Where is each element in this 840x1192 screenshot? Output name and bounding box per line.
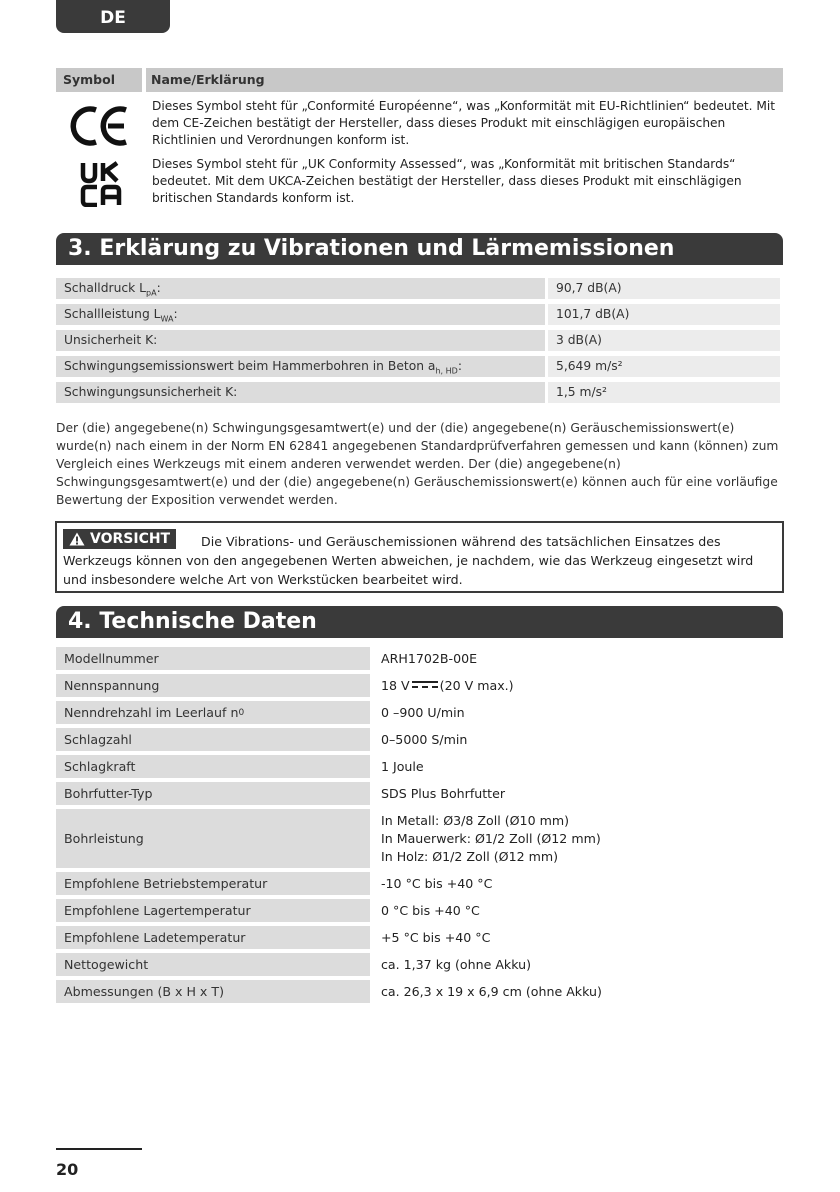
- vibration-label: Schwingungsunsicherheit K:: [56, 382, 545, 403]
- tech-value: ca. 26,3 x 19 x 6,9 cm (ohne Akku): [373, 980, 780, 1003]
- tech-row: [56, 809, 783, 868]
- tech-value: 0 °C bis +40 °C: [373, 899, 780, 922]
- vibration-value: 5,649 m/s²: [548, 356, 780, 377]
- tech-value: +5 °C bis +40 °C: [373, 926, 780, 949]
- section-4-title: 4. Technische Daten: [56, 606, 783, 636]
- caution-text: Die Vibrations- und Geräuschemissionen während des tatsächlichen Einsatzes des Werkzeugs können von den angegebenen Werten abweichen, je nachdem, wie das Werkzeug eingesetzt wird und insbesondere welche Art von Werkstücken bearbeitet wird.: [63, 534, 754, 587]
- footer-rule: [56, 1148, 142, 1150]
- ce-mark-icon: [56, 98, 146, 154]
- tech-label: Empfohlene Betriebstemperatur: [56, 872, 370, 895]
- tech-label: Bohrleistung: [56, 809, 370, 868]
- tech-row: [56, 755, 783, 778]
- ce-description: Dieses Symbol steht für „Conformité Européenne“, was „Konformität mit EU-Richtlinien“ bedeutet. Mit dem CE-Zeichen bestätigt der Hersteller, dass dieses Produkt mit einschlägigen europäischen Richtlinien und Verordnungen konform ist.: [152, 99, 776, 147]
- symbol-row-ukca: [56, 154, 783, 212]
- symbol-table-header: [56, 68, 783, 92]
- section-3-title: 3. Erklärung zu Vibrationen und Lärmemissionen: [56, 233, 783, 263]
- vibration-label: Schwingungsemissionswert beim Hammerbohren in Beton $a_{h, HD}$:: [56, 356, 545, 377]
- section-3-rule: [56, 263, 783, 265]
- tech-value: -10 °C bis +40 °C: [373, 872, 780, 895]
- ukca-description: Dieses Symbol steht für „UK Conformity Assessed“, was „Konformität mit britischen Standards“ bedeutet. Mit dem UKCA-Zeichen bestätigt der Hersteller, dass dieses Produkt mit einschlägigen britischen Standards konform ist.: [152, 157, 742, 205]
- tech-label: Empfohlene Lagertemperatur: [56, 899, 370, 922]
- symbol-row-ce: [56, 92, 783, 154]
- dc-current-icon: [412, 681, 438, 689]
- vibration-value: 101,7 dB(A): [548, 304, 780, 325]
- tech-row: [56, 782, 783, 805]
- tech-value: ARH1702B-00E: [373, 647, 780, 670]
- tech-row: [56, 980, 783, 1003]
- tech-row: [56, 728, 783, 751]
- tech-value: 1 Joule: [373, 755, 780, 778]
- caution-badge: [63, 529, 176, 549]
- warning-triangle-icon: [69, 532, 85, 546]
- tech-row: [56, 953, 783, 976]
- caution-box: [55, 521, 784, 593]
- tech-value: 0 –900 U/min: [373, 701, 780, 724]
- declaration-paragraph: Der (die) angegebene(n) Schwingungsgesamtwert(e) und der (die) angegebene(n) Geräuschemissionswert(e) wurde(n) nach einem in der Norm EN 62841 angegebenen Standardprüfverfahren gemessen und kann (können) zum Vergleich eines Werkzeugs mit einem anderen verwendet werden. Der (die) angegebene(n) Schwingungsgesamtwert(e) und der (die) angegebene(n) Geräuschemissionswert(e) können auch für eine vorläufige Bewertung der Exposition verwendet werden.: [56, 421, 779, 507]
- symbol-column-header: Symbol: [56, 68, 142, 92]
- tech-row: [56, 899, 783, 922]
- tech-value: SDS Plus Bohrfutter: [373, 782, 780, 805]
- tech-value: ca. 1,37 kg (ohne Akku): [373, 953, 780, 976]
- vibration-value: 1,5 m/s²: [548, 382, 780, 403]
- section-4-rule: [56, 636, 783, 638]
- caution-label: VORSICHT: [90, 530, 171, 547]
- tech-label: Empfohlene Ladetemperatur: [56, 926, 370, 949]
- tech-label: Schlagzahl: [56, 728, 370, 751]
- tech-label: Nenndrehzahl im Leerlauf n 0: [56, 701, 370, 724]
- tech-row: [56, 926, 783, 949]
- tech-label: Modellnummer: [56, 647, 370, 670]
- tech-label: Nennspannung: [56, 674, 370, 697]
- tech-value: 18 V (20 V max.): [373, 674, 780, 697]
- tech-value: 0–5000 S/min: [373, 728, 780, 751]
- vibration-label: Schallleistung $L_{WA}$:: [56, 304, 545, 325]
- tech-value: In Metall: Ø3/8 Zoll (Ø10 mm) In Mauerwerk: Ø1/2 Zoll (Ø12 mm) In Holz: Ø1/2 Zoll (Ø12 mm): [373, 809, 780, 868]
- tech-label: Schlagkraft: [56, 755, 370, 778]
- vibration-label: Schalldruck $L_{pA}$:: [56, 278, 545, 299]
- tech-row: [56, 872, 783, 895]
- symbol-table: [56, 68, 783, 212]
- page-number: 20: [56, 1160, 79, 1179]
- language-tab: DE: [56, 0, 170, 33]
- tech-label: Abmessungen (B x H x T): [56, 980, 370, 1003]
- vibration-label: Unsicherheit K:: [56, 330, 545, 351]
- tech-label: Nettogewicht: [56, 953, 370, 976]
- tech-row: [56, 701, 783, 724]
- tech-row: [56, 647, 783, 670]
- vibration-value: 90,7 dB(A): [548, 278, 780, 299]
- tech-label: Bohrfutter-Typ: [56, 782, 370, 805]
- tech-row: [56, 674, 783, 697]
- ukca-mark-icon: [56, 156, 146, 212]
- name-column-header: Name/Erklärung: [146, 68, 783, 92]
- vibration-value: 3 dB(A): [548, 330, 780, 351]
